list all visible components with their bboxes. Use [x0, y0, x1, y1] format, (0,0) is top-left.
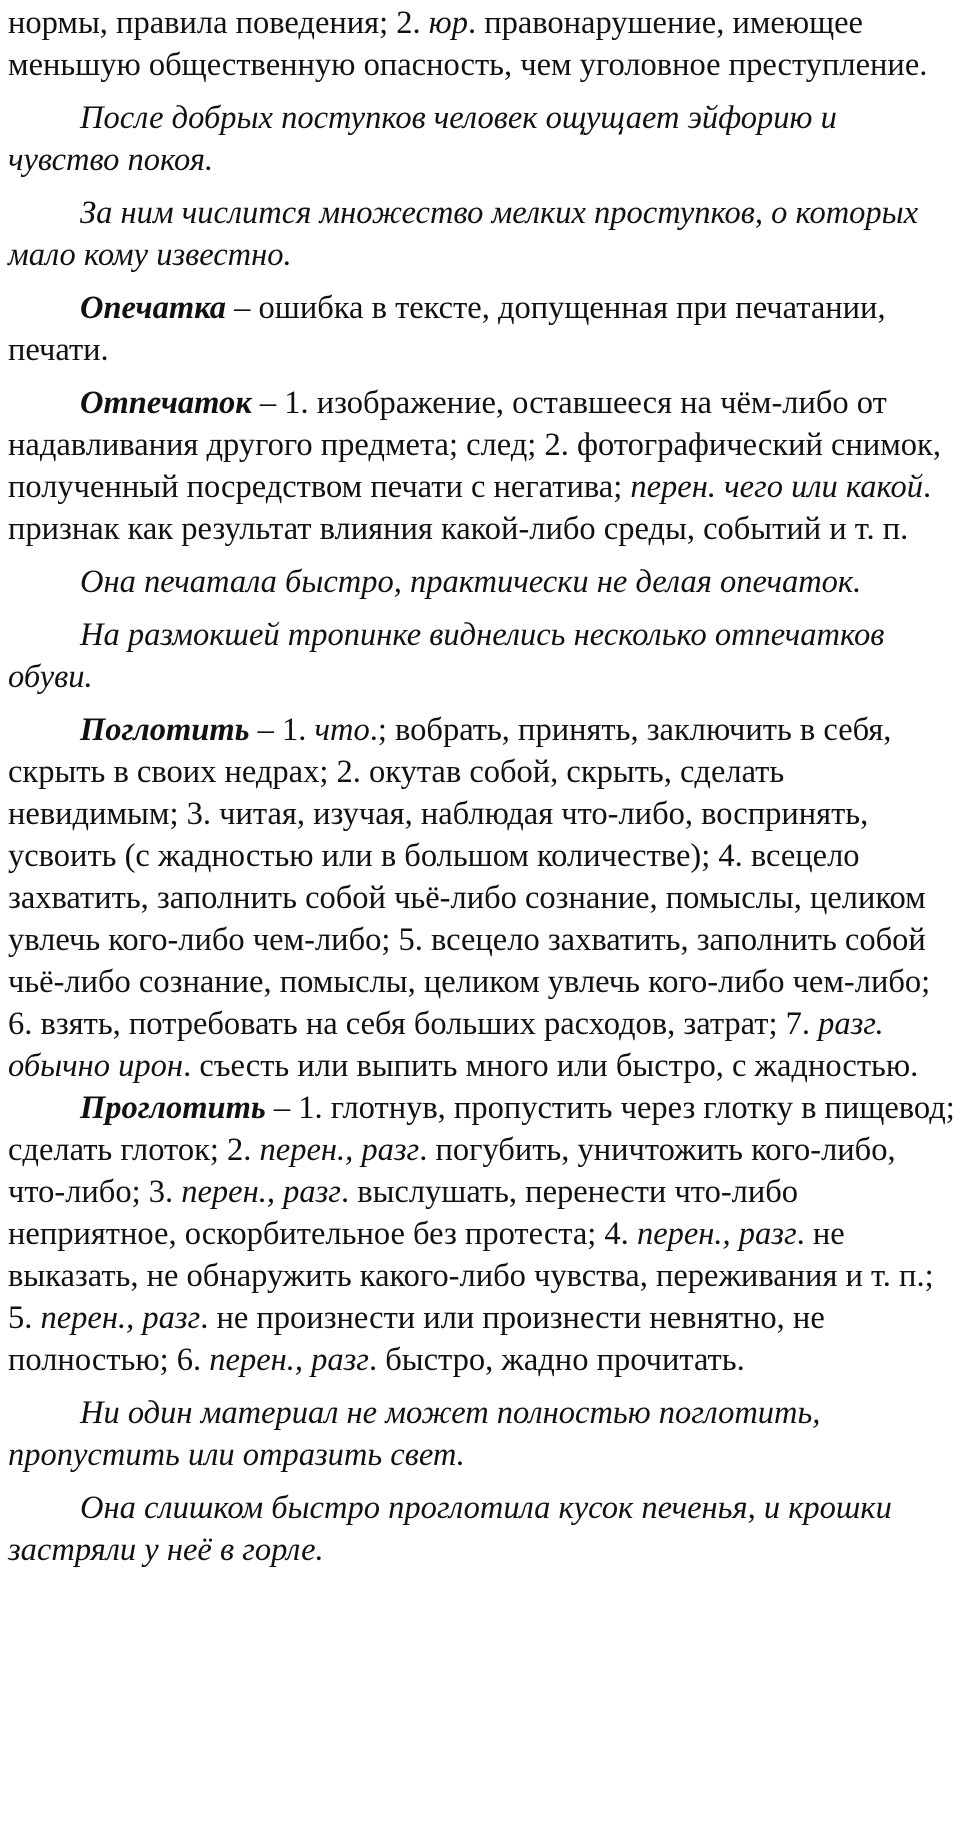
definition: – ошибка в тексте, допущенная при печатании, печати. — [8, 290, 886, 368]
entry-poglotit — [8, 709, 956, 1087]
text: . правонарушение, имеющее меньшую общественную опасность, чем уголовное преступление. — [8, 5, 928, 83]
headword: Отпечаток — [80, 385, 252, 421]
definition: . выслушать, перенести что-либо неприятное, оскорбительное без протеста; 4. — [8, 1174, 799, 1252]
entry-opechatka — [8, 287, 956, 371]
definition: .; вобрать, принять, заключить в себя, скрыть в своих недрах; 2. окутав собой, скрыть, сделать невидимым; 3. читая, изучая, наблюдая что-либо, воспринять, усвоить (с жадностью или в большом количестве); 4. всецело захватить, заполнить собой чьё-либо сознание, помыслы, целиком увлечь кого-либо чем-либо; 5. всецело захватить, заполнить собой чьё-либо сознание, помыслы, целиком увлечь кого-либо чем-либо; 6. взять, потребовать на себя больших расходов, затрат; 7. — [8, 712, 931, 1042]
definition: – 1. глотнув, пропустить через глотку в пищевод; сделать глоток; 2. — [8, 1090, 955, 1168]
usage-label: перен., разг — [40, 1300, 201, 1336]
definition: . погубить, уничтожить кого-либо, что-либо; 3. — [8, 1132, 896, 1210]
entry-otpechatok — [8, 382, 956, 550]
example-sentence: Ни один материал не может полностью поглотить, пропустить или отразить свет. — [8, 1395, 821, 1473]
headword: Опечатка — [80, 290, 227, 326]
usage-label: перен., разг — [209, 1342, 369, 1378]
definition: . съесть или выпить много или быстро, с жадностью. — [183, 1048, 919, 1084]
usage-label: разг. обычно ирон — [8, 1006, 884, 1084]
entry-proglotit — [8, 1087, 956, 1381]
usage-label: перен., разг — [259, 1132, 420, 1168]
definition: . признак как результат влияния какой-либо среды, событий и т. п. — [8, 469, 932, 547]
example-sentence: Она печатала быстро, практически не делая опечаток. — [80, 564, 862, 600]
definition: . быстро, жадно прочитать. — [369, 1342, 745, 1378]
definition: – 1. изображение, оставшееся на чём-либо от надавливания другого предмета; след; 2. фотографический снимок, полученный посредством печати с негатива; — [8, 385, 941, 505]
usage-label: юр — [428, 5, 468, 41]
usage-label: перен., разг — [636, 1216, 797, 1252]
usage-label: что — [314, 712, 370, 748]
paragraph-continuation — [8, 2, 956, 86]
usage-label: перен. чего или какой — [630, 469, 923, 505]
example-sentence: Она слишком быстро проглотила кусок печенья, и крошки застряли у неё в горле. — [8, 1490, 892, 1568]
definition: – 1. — [249, 712, 315, 748]
headword: Поглотить — [80, 712, 250, 748]
usage-label: перен., разг — [181, 1174, 341, 1210]
example-sentence: За ним числится множество мелких проступков, о которых мало кому известно. — [8, 195, 919, 273]
example-sentence: После добрых поступков человек ощущает эйфорию и чувство покоя. — [8, 100, 837, 178]
text: нормы, правила поведения; 2. — [8, 5, 429, 41]
example-sentence: На размокшей тропинке виднелись несколько отпечатков обуви. — [8, 617, 885, 695]
definition: . не произнести или произнести невнятно, не полностью; 6. — [8, 1300, 825, 1378]
headword: Проглотить — [80, 1090, 266, 1126]
definition: . не выказать, не обнаружить какого-либо чувства, переживания и т. п.; 5. — [8, 1216, 934, 1336]
